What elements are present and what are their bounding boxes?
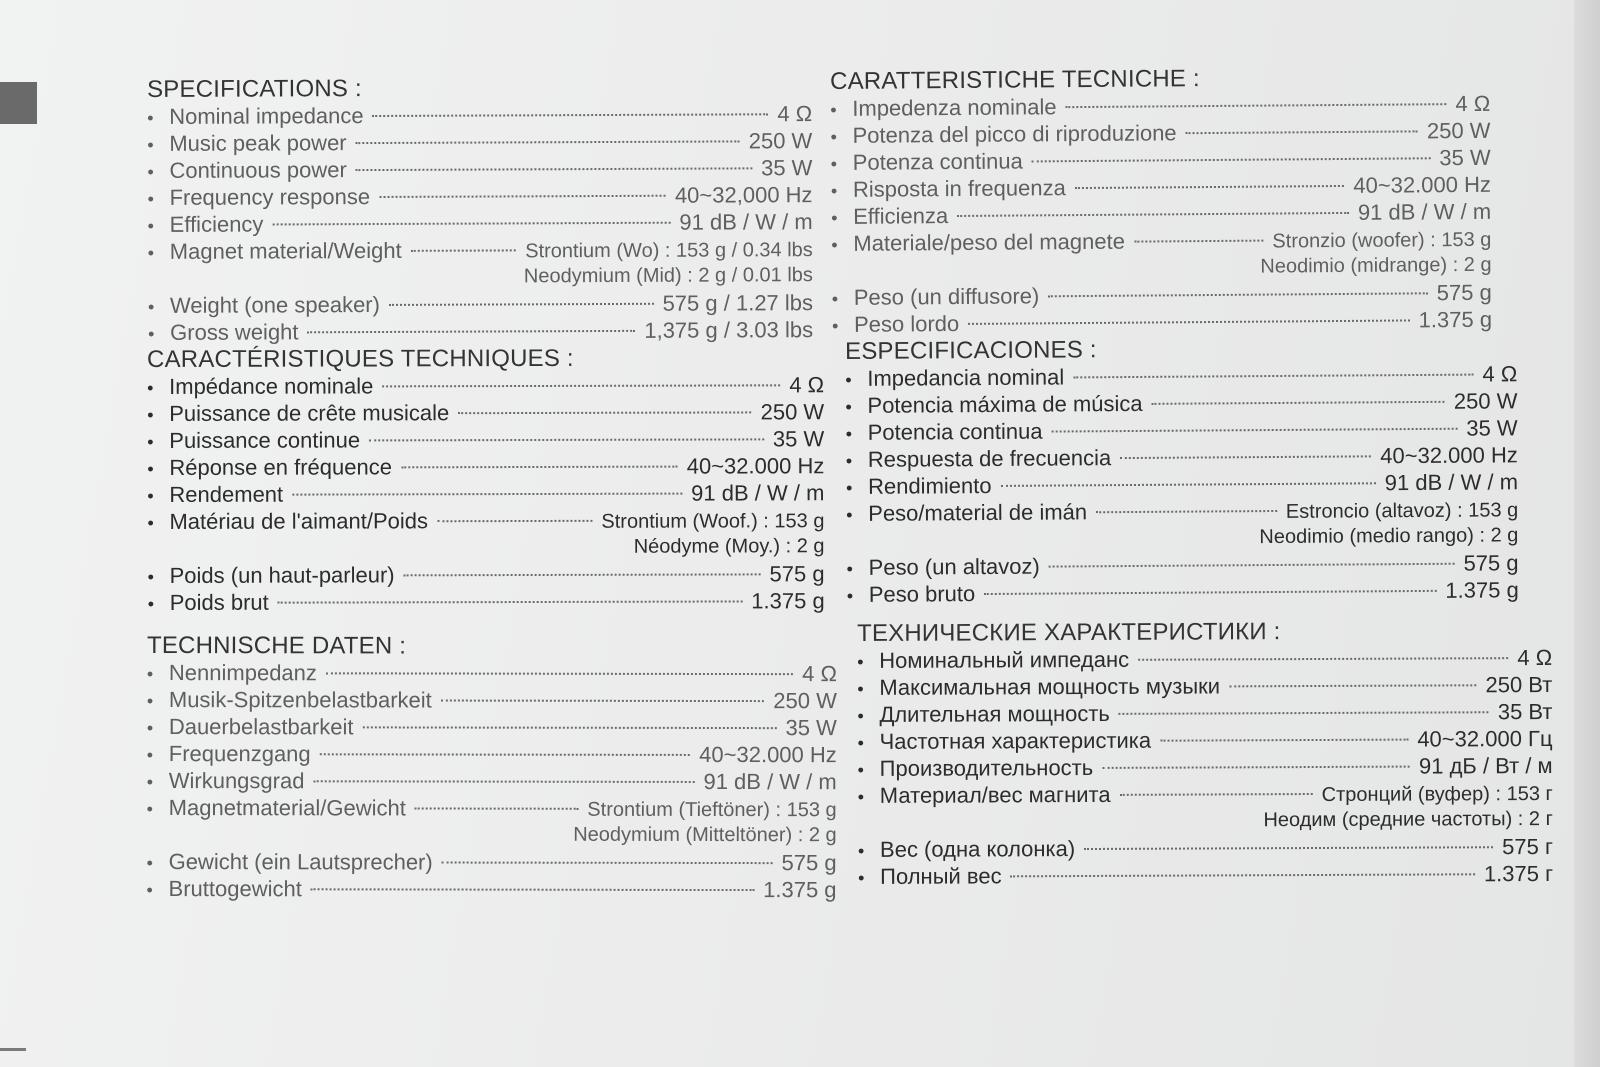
spec-label: Potencia continua	[867, 418, 1043, 445]
bullet-icon: •	[831, 234, 838, 255]
spec-value: 40~32.000 Hz	[686, 453, 825, 479]
spec-value: 40~32.000 Hz	[1380, 442, 1518, 469]
spec-label: Efficiency	[169, 211, 264, 237]
dot-leader	[369, 438, 764, 441]
dot-leader	[1134, 240, 1264, 243]
bullet-icon: •	[830, 99, 837, 120]
dot-leader	[401, 466, 678, 469]
spec-value: 91 dB / W / m	[1384, 469, 1519, 496]
spec-label: Continuous power	[169, 157, 347, 183]
bullet-icon: •	[846, 585, 854, 606]
spec-section-ru	[857, 617, 1553, 891]
spec-row	[147, 426, 824, 455]
spec-row	[147, 849, 837, 877]
dot-leader	[1186, 130, 1418, 134]
bullet-icon: •	[857, 759, 865, 780]
spec-row	[858, 780, 1553, 810]
spec-row	[857, 645, 1552, 675]
spec-row	[858, 861, 1553, 891]
spec-row	[147, 182, 812, 212]
dot-leader	[1011, 873, 1475, 877]
bullet-icon: •	[846, 504, 853, 525]
spec-label: Rendimiento	[867, 472, 992, 499]
spec-value: 575 g / 1.27 lbs	[662, 290, 814, 316]
spec-row	[857, 699, 1552, 729]
spec-value: 250 W	[760, 399, 825, 425]
spec-label: Материал/вес магнита	[879, 781, 1111, 808]
spec-label: Gross weight	[170, 319, 299, 345]
bullet-icon: •	[147, 485, 154, 506]
spec-label: Puissance continue	[169, 427, 361, 453]
spec-value: 91 dB / W / m	[679, 209, 813, 235]
spec-label: Peso bruto	[868, 581, 976, 607]
page-bottom-mark	[0, 1048, 26, 1051]
spec-label: Impedenza nominale	[852, 94, 1057, 121]
spec-value: 40~32.000 Гц	[1417, 725, 1553, 752]
dot-leader	[458, 411, 751, 414]
bullet-icon: •	[830, 126, 837, 147]
section-title: ESPECIFICACIONES :	[845, 336, 1097, 365]
spec-row	[147, 714, 837, 742]
bullet-icon: •	[147, 404, 154, 425]
dot-leader	[1120, 455, 1371, 459]
dot-leader	[1138, 657, 1508, 661]
bullet-icon: •	[857, 651, 864, 672]
spec-value: 91 dB / W / m	[703, 768, 837, 795]
dot-leader	[1096, 510, 1277, 513]
dot-leader	[411, 249, 517, 251]
dot-leader	[968, 319, 1409, 324]
spec-value: 575 g	[781, 850, 837, 876]
bullet-icon: •	[147, 215, 155, 236]
spec-row	[147, 768, 837, 796]
dot-leader	[278, 600, 743, 603]
spec-value: 4 Ω	[1455, 90, 1491, 117]
spec-value: Strontium (Wo) : 153 g / 0.34 lbs	[525, 239, 813, 263]
spec-label: Impedancia nominal	[867, 364, 1065, 391]
spec-label: Peso (un diffusore)	[853, 283, 1040, 310]
spec-label: Bruttogewicht	[168, 876, 302, 902]
spec-label: Dauerbelastbarkeit	[168, 714, 354, 740]
bullet-icon: •	[146, 690, 154, 712]
dot-leader	[1229, 684, 1476, 687]
dot-leader	[272, 222, 670, 226]
spec-row	[857, 726, 1552, 756]
dot-leader	[1001, 482, 1376, 487]
spec-label: Potencia máxima de música	[867, 390, 1143, 418]
spec-label: Максимальная мощность музыки	[879, 673, 1221, 700]
bullet-icon: •	[147, 161, 154, 182]
bullet-icon: •	[845, 423, 853, 444]
dot-leader	[1084, 846, 1493, 850]
bullet-icon: •	[858, 867, 865, 888]
spec-value: 4 Ω	[1482, 361, 1518, 387]
spec-label: Номинальный импеданс	[879, 646, 1130, 673]
spec-value: Estroncio (altavoz) : 153 g	[1285, 499, 1519, 523]
dot-leader	[1052, 428, 1458, 433]
dot-leader	[1075, 185, 1345, 189]
section-title: TECHNISCHE DATEN :	[146, 632, 407, 660]
dot-leader	[1152, 401, 1445, 405]
bullet-icon: •	[147, 377, 154, 398]
dot-leader	[292, 493, 682, 496]
bullet-icon: •	[830, 180, 838, 201]
spec-row	[147, 507, 824, 536]
spec-label: Potenza del picco di riproduzione	[852, 120, 1177, 148]
spec-label: Peso/material de imán	[868, 499, 1088, 526]
bullet-icon: •	[857, 678, 864, 699]
spec-row	[147, 101, 812, 131]
spec-value: 35 W	[760, 155, 813, 181]
dot-leader	[984, 590, 1436, 595]
spec-row	[847, 577, 1519, 609]
dot-leader	[442, 862, 773, 865]
spec-row	[147, 480, 824, 509]
dot-leader	[389, 303, 654, 306]
spec-label: Poids (un haut-parleur)	[169, 562, 395, 588]
spec-value: 575 g	[1436, 279, 1492, 306]
dot-leader	[308, 330, 636, 333]
bullet-icon: •	[831, 315, 839, 336]
spec-value-secondary: Неодим (средние частоты) : 2 г	[1263, 807, 1553, 832]
spec-value: 250 Вт	[1485, 671, 1553, 698]
dot-leader	[1102, 766, 1410, 769]
spec-row	[147, 660, 837, 688]
spec-label: Peso lordo	[853, 310, 960, 337]
spec-value: 575 g	[769, 561, 825, 587]
spec-section-es	[845, 333, 1519, 609]
spec-value: 35 Вт	[1497, 698, 1553, 725]
spec-row	[147, 741, 837, 769]
spec-value: 1.375 г	[1483, 860, 1554, 887]
dot-leader	[1048, 292, 1427, 297]
dot-leader	[1073, 374, 1473, 379]
dot-leader	[1066, 103, 1447, 108]
spec-row	[147, 372, 824, 401]
bullet-icon: •	[146, 879, 153, 901]
spec-value-secondary: Neodymium (Mitteltöner) : 2 g	[573, 823, 837, 847]
dot-leader	[363, 726, 777, 729]
bullet-icon: •	[147, 107, 154, 128]
bullet-icon: •	[147, 566, 154, 587]
spec-value: 40~32,000 Hz	[674, 182, 813, 208]
bullet-icon: •	[846, 558, 853, 579]
dot-leader	[320, 753, 691, 756]
spec-value: 40~32.000 Hz	[1353, 171, 1492, 198]
spec-label: Poids brut	[169, 589, 269, 615]
spec-value: 35 W	[785, 715, 837, 741]
spec-label: Efficienza	[853, 203, 949, 229]
section-title: CARACTÉRISTIQUES TECHNIQUES :	[147, 344, 574, 373]
bullet-icon: •	[830, 153, 838, 174]
bullet-icon: •	[845, 396, 852, 417]
spec-label: Musik-Spitzenbelastbarkeit	[168, 687, 432, 713]
spec-value: 91 дБ / Вт / м	[1418, 752, 1553, 779]
section-title: SPECIFICATIONS :	[147, 75, 362, 103]
bullet-icon: •	[845, 369, 852, 390]
spec-row	[857, 672, 1552, 702]
dot-leader	[1049, 563, 1455, 568]
dot-leader	[1160, 739, 1408, 742]
bullet-icon: •	[146, 771, 154, 793]
spec-label: Magnet material/Weight	[169, 237, 402, 264]
bullet-icon: •	[146, 744, 154, 766]
dot-leader	[313, 780, 694, 783]
spec-value-secondary: Néodyme (Moy.) : 2 g	[633, 535, 825, 558]
dot-leader	[437, 520, 592, 522]
bullet-icon: •	[147, 431, 154, 452]
spec-value: Strontium (Tieftöner) : 153 g	[587, 798, 837, 822]
spec-label: Gewicht (ein Lautsprecher)	[168, 849, 433, 875]
bullet-icon: •	[857, 705, 864, 726]
spec-label: Potenza continua	[852, 148, 1023, 175]
dot-leader	[373, 113, 769, 117]
spec-value: 575 г	[1502, 833, 1554, 860]
spec-value-secondary: Neodimio (midrange) : 2 g	[1260, 253, 1492, 278]
dot-leader	[441, 700, 765, 703]
bullet-icon: •	[845, 477, 853, 498]
spec-label: Nennimpedanz	[168, 660, 317, 686]
bullet-icon: •	[147, 188, 154, 209]
bullet-icon: •	[146, 717, 154, 739]
spec-value: 4 Ω	[802, 661, 837, 687]
spec-label: Matériau de l'aimant/Poids	[169, 508, 429, 534]
spec-row	[148, 561, 825, 590]
spec-row	[147, 128, 812, 158]
spec-value: 250 W	[1426, 117, 1491, 144]
bullet-icon: •	[147, 296, 155, 317]
spec-value: Stronzio (woofer) : 153 g	[1272, 228, 1492, 253]
section-title: ТЕХНИЧЕСКИЕ ХАРАКТЕРИСТИКИ :	[857, 618, 1281, 647]
spec-label: Wirkungsgrad	[168, 768, 305, 794]
bullet-icon: •	[831, 288, 839, 309]
spec-row	[858, 753, 1553, 783]
dot-leader	[1119, 711, 1489, 715]
spec-value: Strontium (Woof.) : 153 g	[601, 510, 825, 533]
spec-section-de	[147, 632, 837, 904]
spec-label: Materiale/peso del magnete	[853, 228, 1125, 256]
spec-section-it	[830, 63, 1492, 339]
dot-leader	[404, 573, 761, 576]
spec-label: Frequenzgang	[168, 741, 311, 767]
spec-value: 40~32.000 Hz	[699, 741, 837, 768]
spec-value: 4 Ω	[789, 372, 825, 398]
dot-leader	[1120, 793, 1313, 796]
spec-row	[147, 876, 837, 904]
spec-row	[147, 155, 812, 185]
dot-leader	[1032, 157, 1431, 162]
spec-value: 91 dB / W / m	[1357, 198, 1492, 225]
spec-label: Music peak power	[169, 130, 347, 156]
spec-label: Вес (одна колонка)	[879, 836, 1076, 862]
spec-label: Weight (one speaker)	[169, 291, 380, 318]
spec-value: 1.375 g	[763, 877, 837, 903]
spec-value: Стронций (вуфер) : 153 г	[1321, 782, 1553, 806]
spec-value: 35 W	[1439, 144, 1491, 171]
spec-row	[148, 290, 813, 320]
spec-label: Risposta in frequenza	[852, 175, 1066, 202]
spec-value-secondary: Neodymium (Mid) : 2 g / 0.01 lbs	[523, 264, 813, 288]
spec-label: Réponse en fréquence	[169, 454, 392, 480]
spec-value: 1,375 g / 3.03 lbs	[644, 317, 814, 343]
bullet-icon: •	[146, 852, 153, 874]
bullet-icon: •	[146, 663, 154, 685]
bullet-icon: •	[857, 732, 864, 753]
spec-value: 35 W	[1466, 415, 1518, 441]
bullet-icon: •	[147, 242, 155, 263]
spec-value: 1.375 g	[751, 588, 825, 614]
page-edge-tab	[0, 82, 37, 124]
spec-label: Respuesta de frecuencia	[867, 445, 1112, 472]
spec-value: 575 g	[1463, 550, 1519, 576]
spec-label: Nominal impedance	[169, 103, 364, 129]
spec-value: 35 W	[772, 426, 825, 452]
spec-row	[148, 588, 825, 617]
bullet-icon: •	[845, 450, 853, 471]
dot-leader	[326, 672, 793, 675]
spec-value: 1.375 g	[1445, 577, 1519, 603]
spec-label: Puissance de crête musicale	[169, 400, 450, 426]
spec-label: Peso (un altavoz)	[868, 553, 1040, 580]
dot-leader	[379, 195, 666, 198]
bullet-icon: •	[857, 786, 865, 807]
spec-label: Полный вес	[880, 863, 1002, 889]
spec-section-fr	[147, 344, 825, 617]
spec-row	[147, 399, 824, 428]
spec-value: 250 W	[748, 128, 813, 154]
spec-value: 1.375 g	[1418, 306, 1493, 333]
page-right-edge	[1574, 0, 1600, 1067]
bullet-icon: •	[147, 134, 154, 155]
spec-value: 4 Ω	[1517, 644, 1553, 671]
spec-label: Частотная характеристика	[879, 727, 1152, 754]
bullet-icon: •	[147, 458, 154, 479]
dot-leader	[415, 807, 578, 809]
section-title: CARATTERISTICHE TECNICHE :	[830, 65, 1200, 95]
spec-row	[858, 834, 1553, 864]
spec-row	[147, 795, 837, 823]
dot-leader	[957, 212, 1349, 217]
bullet-icon: •	[148, 323, 155, 344]
spec-label: Frequency response	[169, 184, 371, 210]
spec-value-secondary: Neodimio (medio rango) : 2 g	[1259, 524, 1519, 549]
bullet-icon: •	[146, 798, 154, 820]
spec-section-en	[147, 73, 813, 347]
spec-label: Rendement	[169, 481, 284, 507]
dot-leader	[311, 888, 754, 891]
spec-row	[147, 687, 837, 715]
spec-value: 4 Ω	[777, 101, 813, 127]
spec-label: Magnetmaterial/Gewicht	[168, 795, 406, 821]
dot-leader	[382, 384, 780, 387]
spec-label: Impédance nominale	[169, 373, 374, 399]
dot-leader	[356, 140, 740, 144]
bullet-icon: •	[147, 593, 155, 614]
dot-leader	[356, 167, 752, 171]
spec-label: Производительность	[879, 754, 1094, 781]
spec-value: 250 W	[773, 688, 837, 714]
bullet-icon: •	[831, 207, 838, 228]
bullet-icon: •	[147, 512, 154, 533]
spec-value: 250 W	[1453, 388, 1518, 414]
spec-value: 91 dB / W / m	[691, 480, 825, 506]
bullet-icon: •	[857, 840, 865, 861]
spec-row	[148, 209, 813, 239]
spec-row	[147, 453, 824, 482]
spec-row	[148, 317, 813, 347]
spec-row	[148, 236, 813, 266]
spec-label: Длительная мощность	[879, 700, 1110, 727]
